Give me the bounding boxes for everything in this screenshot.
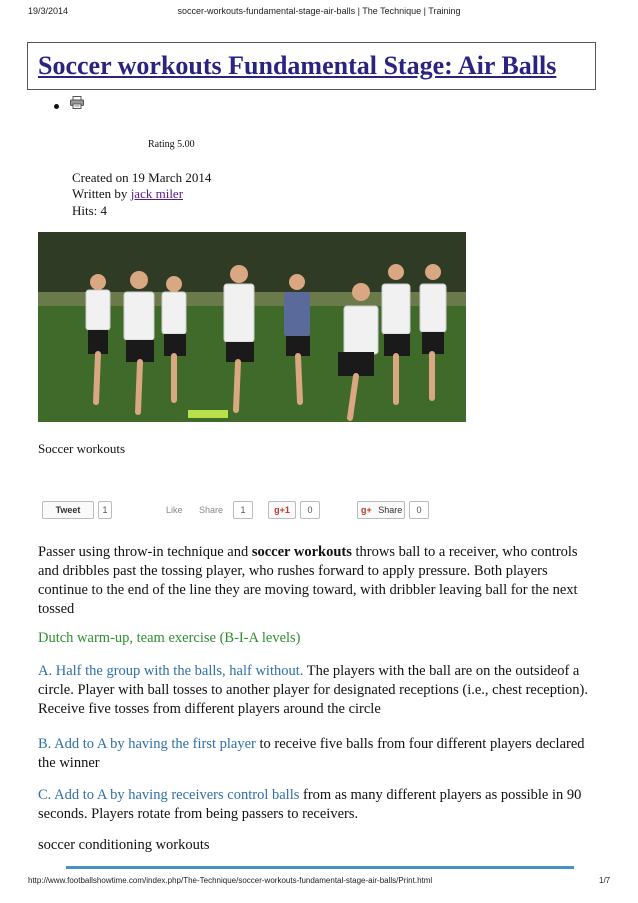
- tweet-button[interactable]: [42, 501, 94, 519]
- step-a-text: The players with the ball are on the outsideof a circle. Player with ball tosses to another player for designated receptions (i.e., chest reception). Receive five tosses from different players around the circle: [38, 663, 588, 717]
- social-share-bar: [0, 501, 638, 519]
- divider-rule: [66, 866, 574, 869]
- gplus-icon: g: [274, 505, 280, 515]
- print-page-title: soccer-workouts-fundamental-stage-air-balls | The Technique | Training: [177, 6, 461, 16]
- step-c-text: from as many different players as possible in 90 seconds. Players rotate from being passers to receivers.: [38, 787, 582, 822]
- hits-count: Hits: 4: [72, 203, 108, 218]
- intro-paragraph: [38, 543, 598, 619]
- fb-share-button[interactable]: Share: [199, 505, 224, 515]
- page-number: 1/7: [599, 876, 611, 885]
- step-a-paragraph: [38, 662, 598, 719]
- step-c-paragraph: [38, 786, 598, 824]
- gplus-share-label: Share: [378, 505, 403, 515]
- article-title-box: [27, 42, 596, 90]
- like-button[interactable]: Like: [166, 505, 183, 515]
- written-by-label: Written by: [72, 186, 128, 201]
- print-header: [0, 6, 638, 20]
- article-rating: Rating 5.00: [148, 139, 195, 150]
- intro-text-end: throws ball to a receiver, who controls and dribbles past the tossing player, who rushes forward to apply pressure. Both players continue to the end of the line they are moving toward, with dribbler leaving ball for the next tossed: [38, 544, 578, 617]
- print-footer: [0, 876, 638, 890]
- gplus-share-count: 0: [409, 501, 429, 519]
- step-b-lead: B. Add to A by having the first player: [38, 736, 256, 752]
- step-a-lead: A. Half the group with the balls, half without.: [38, 663, 304, 679]
- gplus-one-count: 0: [300, 501, 320, 519]
- list-bullet: [54, 104, 59, 109]
- image-caption: Soccer workouts: [38, 441, 126, 456]
- step-b-text: to receive five balls from four different players declared the winner: [38, 736, 585, 771]
- step-b-paragraph: [38, 735, 598, 773]
- gplus-share-icon: g+: [361, 505, 372, 515]
- intro-keyword: soccer workouts: [251, 544, 352, 560]
- tweet-label: Tweet: [55, 505, 81, 515]
- closing-line: soccer conditioning workouts: [38, 837, 210, 853]
- author-link[interactable]: jack miler: [130, 186, 184, 201]
- created-date: Created on 19 March 2014: [72, 170, 212, 185]
- tweet-count: 1: [98, 501, 112, 519]
- gplus-one-label: +1: [279, 505, 290, 515]
- print-icon[interactable]: [70, 96, 84, 114]
- intro-text-start: Passer using throw-in technique and: [38, 544, 252, 560]
- gplus-one-button[interactable]: [268, 501, 296, 519]
- section-heading: Dutch warm-up, team exercise (B-I-A levels): [38, 630, 301, 646]
- article-photo: [38, 232, 466, 422]
- step-c-lead: C. Add to A by having receivers control balls: [38, 787, 300, 803]
- fb-share-count: 1: [233, 501, 253, 519]
- footer-url: http://www.footballshowtime.com/index.php/The-Technique/soccer-workouts-fundamental-stage-air-balls/Print.html: [28, 876, 433, 885]
- article-title-link[interactable]: Soccer workouts Fundamental Stage: Air Balls: [38, 51, 557, 80]
- print-date: 19/3/2014: [28, 6, 69, 16]
- author-line: [72, 186, 183, 202]
- gplus-share-button[interactable]: [357, 501, 405, 519]
